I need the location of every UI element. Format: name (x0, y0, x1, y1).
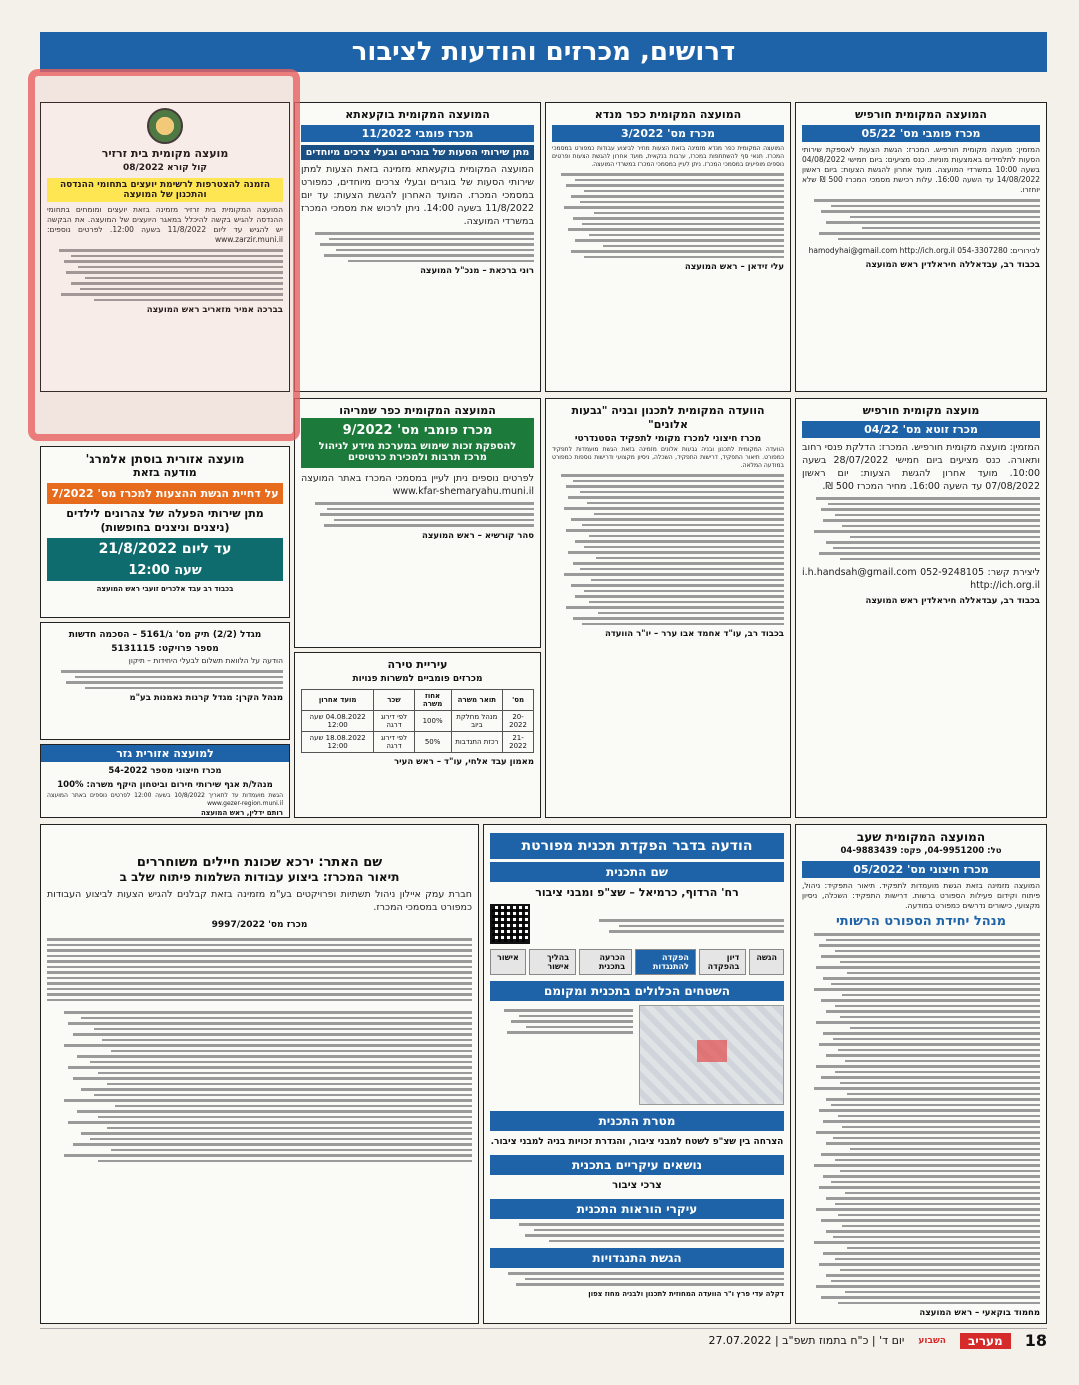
ad-signature: מאמון עבד אלחי, עו"ד – ראש העיר (394, 757, 534, 767)
ad-header: מועצה מקומית חורפיש (862, 404, 980, 417)
ad-highlight: הזמנה להצטרפות לרשימת יועצים בתחומי ההנדסה והתכנון של המועצה (47, 178, 283, 202)
ad-body: חברת עמק איילון ניהול תשתיות ופרויקטים בע"מ מזמינה בזאת קבלנים להגיש הצעות לביצוע העבודות כמפורט במסמכי המכרז. (47, 889, 472, 913)
step: בהליך אישור (529, 949, 576, 975)
ad-title: הודעה בדבר הפקדת תכנית מפורטת (490, 833, 784, 859)
council-logo (147, 108, 183, 144)
positions-table (301, 689, 534, 753)
ad-subject: מתן שירותי הסעות של בוגרים ובעלי צרכים מיוחדים (301, 145, 534, 160)
table-cell: 50% (414, 732, 451, 753)
table-cell: לפי דירוג דרגה (374, 711, 414, 732)
newspaper-page (28, 28, 1053, 1356)
col-header: מועד אחרון (302, 690, 374, 711)
ad-header: עיריית טירה (387, 658, 448, 671)
ad-buqata (294, 102, 541, 392)
ad-header: המועצה המקומית כפר שמריהו (339, 404, 496, 417)
ad-signature: עלי זידאן – ראש המועצה (684, 262, 784, 272)
ad-orange-block: על דחיית הגשת ההצעות למכרז מס' 7/2022 (47, 483, 283, 504)
table-cell: 20-2022 (503, 711, 534, 732)
ad-tender-number: מכרז מס' 3/2022 (552, 125, 784, 142)
plan-name: רח' הרדוף, כרמיאל – שצ"פ ומבני ציבור (535, 886, 739, 899)
ad-phone: טל: 04-9951200, פקס: 04-9883439 (840, 846, 1002, 856)
fine-print (301, 502, 534, 527)
newspaper-sub: השבוע (918, 1335, 946, 1346)
ad-header: מועצה מקומית בית זרזיר (101, 147, 229, 160)
ad-body: הגשת מועמדות עד לתאריך 10/8/2022 בשעה 12:00 לפרטים נוספים באתר המועצה www.gezer-region.muni.il (47, 792, 283, 807)
table-cell: רכזת התנדבות (451, 732, 503, 753)
ad-subject: מנהל/ת אגף שירותי חירום וביטחון היקף משרה: 100% (57, 780, 273, 790)
ad-tender-number: מכרז חיצוני מס' 05/2022 (802, 861, 1040, 878)
section-provisions: עיקרי הוראות התכנית (490, 1199, 784, 1219)
step: הגשה (749, 949, 784, 975)
issue-date: יום ד' | כ"ח בתמוז תשפ"ב | 27.07.2022 (708, 1334, 905, 1347)
ad-yarka (40, 824, 479, 1324)
section-banner: דרושים, מכרזים והודעות לציבור (40, 32, 1047, 72)
plan-area-marker (697, 1040, 727, 1062)
ad-tender-number: מכרז חיצוני מספר 54-2022 (108, 766, 222, 776)
fine-print (490, 1223, 784, 1242)
table-cell: 100% (414, 711, 451, 732)
ad-header: מגדל (2/2) תיק מס' ג/5161 – הסכמה חדשות (68, 630, 262, 640)
plan-name-label: שם התכנית (490, 862, 784, 882)
fine-print (802, 497, 1040, 560)
ad-tender-number: מכרז מס' 9997/2022 (211, 920, 308, 930)
ad-tender-number: מכרז פומבי מס' 9/2022 (342, 423, 493, 438)
ad-kfar-shmaryahu (294, 398, 541, 648)
plan-status-steps (490, 949, 784, 975)
table-cell: לפי דירוג דרגה (374, 732, 414, 753)
col-header: מס' (503, 690, 534, 711)
fine-print (47, 249, 283, 301)
page-number: 18 (1024, 1331, 1047, 1350)
ad-signature: רוני ברכאת – מנכ"ל המועצה (420, 266, 534, 276)
section-areas: השטחים הכלולים בתכנית ומקומם (490, 981, 784, 1001)
table-cell: 04.08.2022 שעה 12:00 (302, 711, 374, 732)
ad-header: המועצה המקומית חורפיש (855, 108, 987, 121)
ad-hour: שעה 12:00 (47, 560, 283, 581)
ad-body: המזמין: מועצה מקומית חורפיש. המכרז: הדלקת פנסי רחוב ותאורה. כנס מציעים ביום חמישי 28/07/2022 בשעה 10:00. מועד אחרון להגשת הצעות: יום ראשון 07/08/2022 עד השעה 16:00. מחיר המכרז 500 ₪. (802, 442, 1041, 492)
fine-print (802, 199, 1040, 240)
ad-signature: רותם ידלין, ראש המועצה (200, 809, 283, 817)
ad-bustan-almarj (40, 446, 290, 618)
section-topics: נושאים עיקריים בתכנית (490, 1155, 784, 1175)
ad-signature: מנהל הקרן: מגדל קרנות נאמנות בע"מ (129, 693, 283, 703)
ad-shaab (795, 824, 1047, 1324)
fine-print (47, 1011, 472, 1162)
ad-tender-number: מכרז חיצוני למכרז מקומי לתפקיד הסטנדרטי (574, 434, 762, 444)
fine-print (301, 232, 534, 262)
step-current: הפקדה להתנגדות (635, 949, 696, 975)
ad-desc: תיאור המכרז: ביצוע עבודות השלמות פיתוח שלב ב (119, 870, 400, 884)
table-cell: 18.08.2022 שעה 12:00 (302, 732, 374, 753)
step: הכרעה בתכנית (579, 949, 632, 975)
ad-kfar-manda (545, 102, 791, 392)
ad-tender-number: מכרז פומבי 11/2022 (301, 125, 534, 142)
ad-body: המועצה המקומית בית זרזיר מזמינה בזאת יועצים ומומחים בתחומי ההנדסה להגיש בקשה להיכלל במאגר היועצים של המועצה. את הבקשה יש להגיש עד ליום 11/8/2022 בשעה 12:00. לפרטים נוספים: www.zarzir.muni.il (47, 205, 283, 244)
table-cell: מנהל מחלקת ביוב (451, 711, 503, 732)
ad-givot-alonim (545, 398, 791, 818)
ad-migdal (40, 622, 290, 740)
step: אישור (490, 949, 526, 975)
ad-ref: קול קורא 08/2022 (123, 163, 207, 173)
ad-contact: לבירורים: 054-3307280 hamodyhai@gmail.com http://ich.org.il (808, 246, 1040, 255)
page-footer (40, 1328, 1047, 1352)
ad-body: המועצה המקומית כפר מנדא מזמינה בזאת הצעות מחיר לביצוע עבודות כמפורט במסמכי המכרז. תנאי סף להשתתפות במכרז, ערבות בנקאית, מועד אחרון להגשת הצעות ופרטים נוספים מופיעים במסמכי המכרז. ניתן לעיין במסמכי המכרז במשרדי המועצה. (552, 145, 784, 168)
plan-topic: צרכי ציבור (612, 1180, 662, 1191)
fine-print (552, 474, 784, 625)
ad-body-intro: המועצה מזמינה בזאת הגשת מועמדות לתפקיד. תיאור התפקיד: ניהול, פיתוח וקידום פעילות הספורט ברשות. דרישות התפקיד: השכלה, ניסיון מקצועי, כישורים נדרשים כמפורט במודעה. (802, 881, 1040, 910)
ad-body: הוועדה המקומית לתכנון ובניה גבעות אלונים מזמינה בזאת הגשת מועמדות לתפקיד כמפורט. תיאור התפקיד, דרישות התפקיד, השכלה, ניסיון מקצועי ודרישות נוספות כמפורט במודעה המלאה. (552, 446, 784, 469)
col-header: שכר (374, 690, 414, 711)
ad-signature: בברכה אמיר מזאריב ראש המועצה (146, 305, 283, 315)
fine-print (47, 670, 283, 689)
plan-details (578, 915, 784, 933)
fine-print (490, 1009, 633, 1105)
tender-table (47, 938, 472, 1001)
ad-header: הוועדה המקומית לתכנון ובניה "גבעות אלונים" (571, 404, 765, 431)
ad-beit-zarzir (40, 102, 290, 392)
ad-signature: בכבוד רב עבד אלכרים זועבי ראש המועצה (96, 585, 234, 593)
ad-date: עד ליום 21/8/2022 (47, 538, 283, 560)
ad-sub: מודעה בזאת (133, 466, 197, 479)
ad-body: מתן שירותי הפעלה של צהרונים לילדים (ניצנים וניצנים בחופשות) (66, 507, 264, 534)
ad-signature: מחמוד בוקאעי – ראש המועצה (919, 1308, 1040, 1318)
ad-title: שם האתר: ירכא שכונת חיילים משוחררים (136, 855, 383, 870)
qr-code-icon[interactable] (490, 904, 530, 944)
ad-body: המועצה המקומית בוקעאתא מזמינה בזאת הצעות למתן שירותי הסעות של בוגרים ובעלי צרכים מיוחדים, כמפורט במסמכי המכרז. המועד האחרון להגשת הצעות: עד יום 11/8/2022 בשעה 14:00. ניתן לרכוש את מסמכי המכרז במשרדי המועצה. (301, 164, 534, 227)
ad-plan-deposit (483, 824, 791, 1324)
ad-header: מועצה אזורית בוסתן אלמרג' (85, 452, 245, 466)
section-objections: הגשת התנגדויות (490, 1248, 784, 1268)
ad-role: מנהל יחידת הספורט הרשותי (835, 914, 1006, 929)
newspaper-logo: מעריב (960, 1333, 1011, 1349)
ad-sub: מכרזים פומביים למשרות פנויות (352, 674, 483, 684)
ad-body: המזמין: מועצה מקומית חורפיש. המכרז: הגשת הצעות לאספקת שירותי הסעות לתלמידים באמצעות מוניות. כנס מציעים: ביום חמישי 04/08/2022 בשעה 10:00 במשרדי המועצה. מועד אחרון להגשת הצעות: ביום ראשון 14/08/2022 עד השעה 16:00. עלות רכישת מסמכי המכרז 500 ₪ שלא יוחזרו. (802, 145, 1040, 194)
ad-body: הודעה על הלוואת תשלום לבעלי היחידות – תיקון (128, 656, 283, 665)
ad-header: המועצה המקומית בוקעאתא (345, 108, 490, 121)
ad-sub: מספר פרויקט: 5131115 (111, 644, 219, 654)
table-row (302, 732, 534, 753)
ad-header: המועצה המקומית שעב (856, 830, 986, 844)
col-header: תואר משרה (451, 690, 503, 711)
ad-contact: ליצירת קשר: 052-9248105 i.h.handsah@gmail.com http://ich.org.il (802, 567, 1040, 591)
plan-map (639, 1005, 784, 1105)
ad-header: למועצה אזורית גזר (41, 745, 289, 762)
fine-print (552, 173, 784, 258)
ad-tender-number: מכרז פומבי מס' 05/22 (802, 125, 1040, 142)
ad-signature: סהר קורשיא – ראש המועצה (422, 530, 534, 541)
table-cell: 21-2022 (503, 732, 534, 753)
ad-tender-number: מכרז זוטא מס' 04/22 (802, 421, 1040, 438)
ad-signature: בכבוד רב, עבדאללה חיראלדין ראש המועצה (865, 260, 1040, 270)
table-row (302, 711, 534, 732)
ad-horfeish-04 (795, 398, 1047, 818)
section-goal: מטרת התכנית (490, 1111, 784, 1131)
ad-signature: דקלה עדי פרץ ו"ר הוועדה המחוזית לתכנון ולבניה מחוז צפון (588, 1289, 784, 1298)
ad-tira (294, 652, 541, 818)
ad-signature: בכבוד רב, עו"ד אחמד אבו ערר – יו"ר הוועדה (604, 629, 784, 639)
ad-body: לפרטים נוספים ניתן לעיין במסמכי המכרז באתר המועצה www.kfar-shemaryahu.muni.il (301, 473, 534, 497)
ad-horfeish-05 (795, 102, 1047, 392)
ad-signature: בכבוד רב, עבדאללה חיראלדין ראש המועצה (865, 596, 1040, 606)
step: דיון בהפקדה (699, 949, 747, 975)
ad-header: המועצה המקומית כפר מנדא (594, 108, 742, 121)
fine-print (802, 933, 1040, 1304)
col-header: אחוז משרה (414, 690, 451, 711)
plan-goal: הצרחה בין שצ"פ לשטח למבני ציבור, והגדרת זכויות בניה למבני ציבור. (490, 1137, 784, 1147)
ad-subject: להספקת זכות שימוש במערכת מידע לניהול מרכז תרבות ולמכירת כרטיסים (318, 441, 517, 463)
fine-print (490, 1272, 784, 1286)
table-header-row (302, 690, 534, 711)
ad-green-block (301, 418, 534, 468)
ad-gezer (40, 744, 290, 818)
